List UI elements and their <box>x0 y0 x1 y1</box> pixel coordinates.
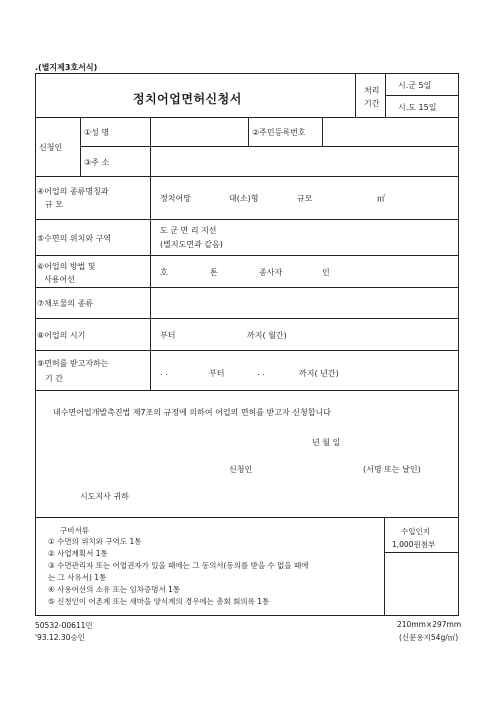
form-title: 정치어업면허신청서 <box>133 92 242 106</box>
revenue-stamp-label: 수입인지 <box>401 527 430 536</box>
license-period-label-2: 기 간 <box>45 374 63 383</box>
fishery-type-label-1: ④어업의 종류명칭과 <box>37 187 109 196</box>
fishing-season-label: ⑧어업의 시기 <box>37 331 86 340</box>
period-to: 까지( 년간) <box>299 369 339 378</box>
period-from: 부터 <box>209 369 225 378</box>
divider <box>355 73 356 117</box>
row-line <box>35 318 459 319</box>
col-line <box>322 117 323 146</box>
method-label-1: ⑥어업의 방법 및 <box>37 262 96 271</box>
row-line <box>35 517 459 518</box>
attachment-item: ② 사업계획서 1통 <box>48 549 108 558</box>
method-label-2: 사용어선 <box>44 275 75 284</box>
period-end-date: . . <box>257 368 265 377</box>
row-line <box>384 552 459 553</box>
season-to: 까지( 월간) <box>247 331 287 340</box>
name-input[interactable] <box>153 120 245 144</box>
row-line <box>35 219 459 220</box>
form-label: .(별지제3호서식) <box>35 63 98 72</box>
form-code: 50532-00611민 <box>35 621 93 630</box>
attachment-item: ③ 수면관리자 또는 어업권자가 있을 때에는 그 동의서(동의를 받을 수 없을 때에 <box>48 561 309 570</box>
attachment-item: 는 그 사유서) 1통 <box>48 573 107 582</box>
row-line <box>35 287 459 288</box>
row-line <box>35 117 459 118</box>
row-line <box>35 255 459 256</box>
attachment-item: ④ 사용어선의 소유 또는 임차증명서 1통 <box>48 585 181 594</box>
applicant-label: 신청인 <box>39 143 63 152</box>
approval-date: '93.12.30승인 <box>35 633 85 642</box>
workers-unit: 인 <box>322 268 330 277</box>
fishery-scale-label: 규모 <box>297 194 313 203</box>
col-line <box>150 117 151 390</box>
water-location-label: ⑤수면의 위치와 구역 <box>37 234 112 243</box>
address-label: ③주 소 <box>84 158 110 167</box>
fishery-type-value: 정치어망 <box>160 194 191 203</box>
fishery-size-value: 대(소)형 <box>229 194 259 203</box>
signer-label: 신청인 <box>229 465 253 474</box>
row-line <box>80 146 459 147</box>
fishery-type-label-2: 규 모 <box>45 200 63 209</box>
attachment-item: ⑤ 신청인이 어촌계 또는 새마을 양식계의 경우에는 총회 회의록 1통 <box>48 597 270 606</box>
catch-type-label: ⑦채포물의 종류 <box>37 299 94 308</box>
divider <box>385 95 459 96</box>
col-line <box>384 517 385 616</box>
processing-label-2: 기간 <box>364 99 380 108</box>
paper-spec: (신문용지54g/㎡) <box>399 633 459 642</box>
catch-type-input[interactable] <box>153 291 455 315</box>
processing-period-city: 시.군 5일 <box>398 81 432 90</box>
row-line <box>35 390 459 391</box>
water-location-note: (별지도면과 같음) <box>160 240 223 249</box>
signature-note: (서명 또는 날인) <box>363 465 421 474</box>
attachment-item: ① 수면의 위치와 구역도 1통 <box>48 537 142 546</box>
application-statement: 내수면어업개발촉진법 제7조의 규정에 의하여 어업의 면허를 받고자 신청합니다 <box>53 408 331 417</box>
water-location-address: 도 군 면 리 지선 <box>160 226 217 235</box>
col-line <box>248 117 249 146</box>
rrn-label: ②주민등록번호 <box>252 128 306 137</box>
rrn-input[interactable] <box>325 120 455 144</box>
recipient: 시도지사 귀하 <box>80 492 129 501</box>
address-input[interactable] <box>153 150 455 174</box>
processing-label-1: 처리 <box>364 86 380 95</box>
period-start-date: . . <box>160 368 168 377</box>
processing-period-province: 시.도 15일 <box>398 103 437 112</box>
fishery-scale-unit: ㎡ <box>377 194 385 203</box>
license-period-label-1: ⑨면허를 받고자하는 <box>37 359 109 368</box>
vessel-number-unit: 호 <box>160 268 168 277</box>
row-line <box>35 176 459 177</box>
row-line <box>35 350 459 351</box>
vessel-ton-unit: 톤 <box>210 268 218 277</box>
paper-size: 210mm×297mm <box>397 620 462 629</box>
revenue-stamp-amount: 1,000원첨부 <box>392 540 436 549</box>
name-label: ①성 명 <box>84 128 110 137</box>
workers-label: 종사자 <box>259 268 283 277</box>
date-line: 년 월 일 <box>312 438 341 447</box>
col-line <box>80 117 81 176</box>
attachments-heading: 구비서류 <box>60 526 89 535</box>
season-from: 부터 <box>160 331 176 340</box>
